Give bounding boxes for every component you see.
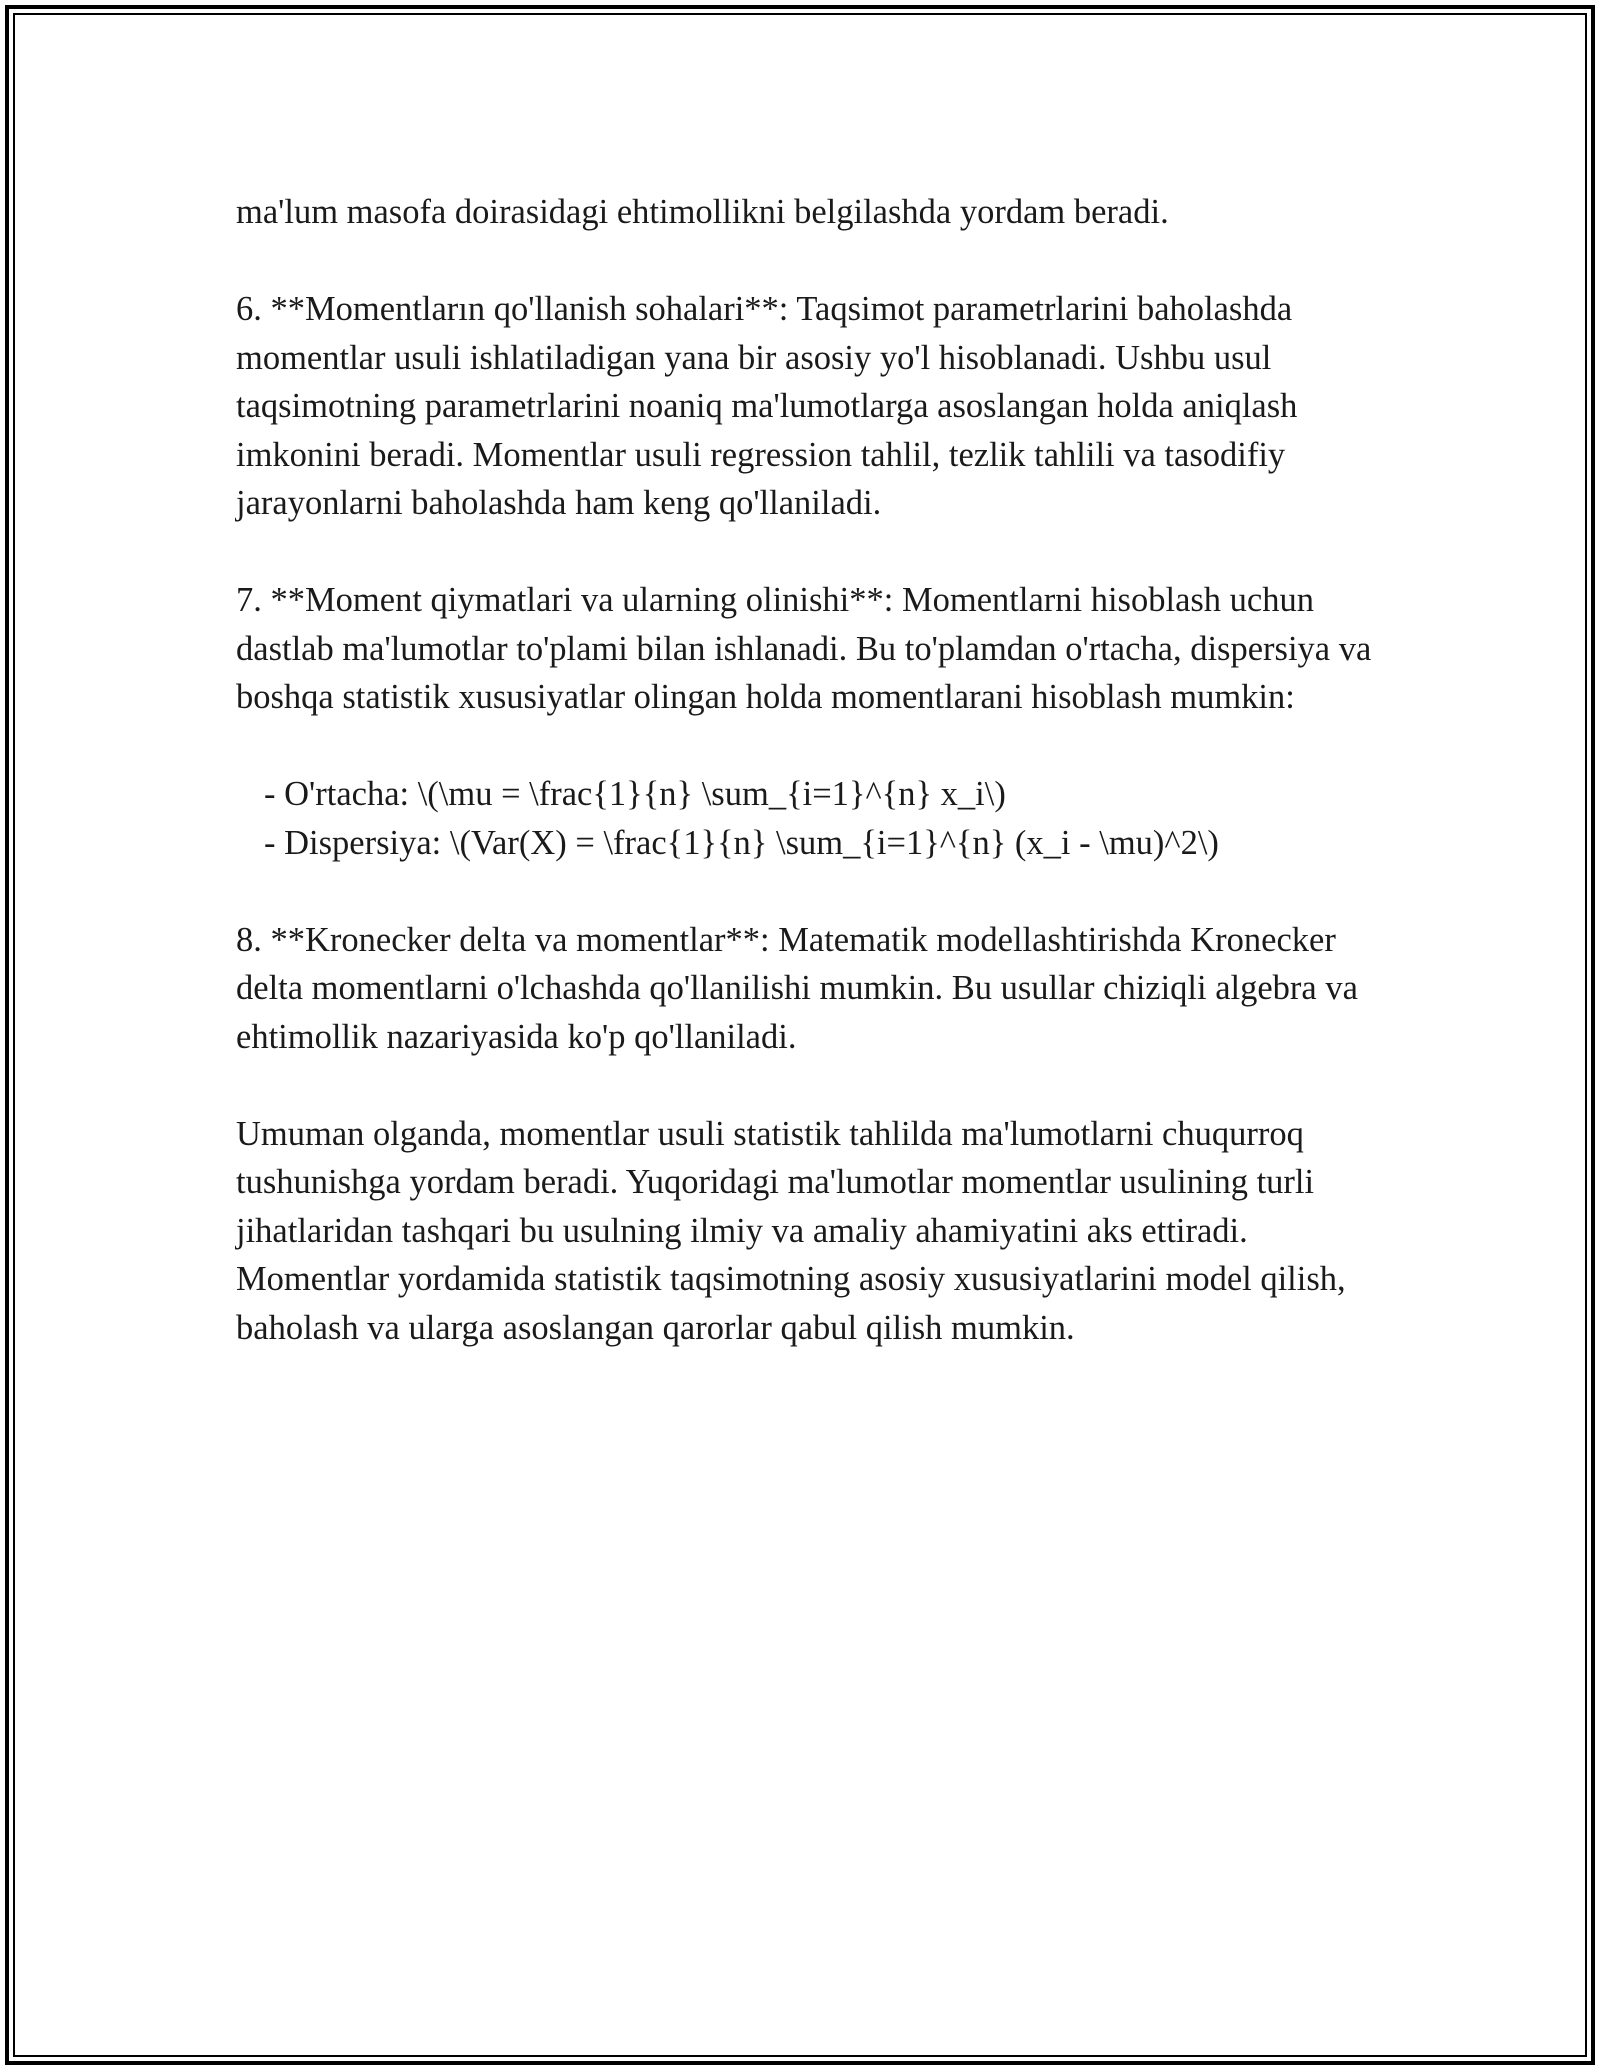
paragraph-item-6: 6. **Momentların qo'llanish sohalari**: Taqsimot parametrlarini baholashda momentlar usuli ishlatiladigan yana bir asosiy yo'l hisoblanadi. Ushbu usul taqsimotning parametrlarini noaniq ma'lumotlarga asoslangan holda aniqlash imkonini beradi. Momentlar usuli regression tahlil, tezlik tahlili va tasodifiy jarayonlarni baholashda ham keng qo'llaniladi. — [236, 290, 1298, 522]
formula-variance: - Dispersiya: \(Var(X) = \frac{1}{n} \sum_{i=1}^{n} (x_i - \mu)^2\) — [264, 823, 1219, 862]
paragraph-item-8: 8. **Kronecker delta va momentlar**: Matematik modellashtirishda Kronecker delta momentlarni o'lchashda qo'llanilishi mumkin. Bu usullar chiziqli algebra va ehtimollik nazariyasida ko'p qo'llaniladi. — [236, 920, 1358, 1056]
formula-mean: - O'rtacha: \(\mu = \frac{1}{n} \sum_{i=1}^{n} x_i\) — [264, 775, 1006, 813]
document-body — [236, 188, 1396, 1401]
paragraph-summary: Umuman olganda, momentlar usuli statistik tahlilda ma'lumotlarni chuqurroq tushunishga yordam beradi. Yuqoridagi ma'lumotlar momentlar usulining turli jihatlaridan tashqari bu usulning ilmiy va amaliy ahamiyatini aks ettiradi. Momentlar yordamida statistik taqsimotning asosiy xususiyatlarini model qilish, baholash va ularga asoslangan qarorlar qabul qilish mumkin. — [236, 1114, 1346, 1347]
formula-list — [236, 770, 1396, 867]
paragraph-intro-continuation: ma'lum masofa doirasidagi ehtimollikni belgilashda yordam beradi. — [236, 193, 1169, 231]
paragraph-item-7: 7. **Moment qiymatlari va ularning olinishi**: Momentlarni hisoblash uchun dastlab ma'lumotlar to'plami bilan ishlanadi. Bu to'plamdan o'rtacha, dispersiya va boshqa statistik xususiyatlar olingan holda momentlarani hisoblash mumkin: — [236, 581, 1372, 716]
